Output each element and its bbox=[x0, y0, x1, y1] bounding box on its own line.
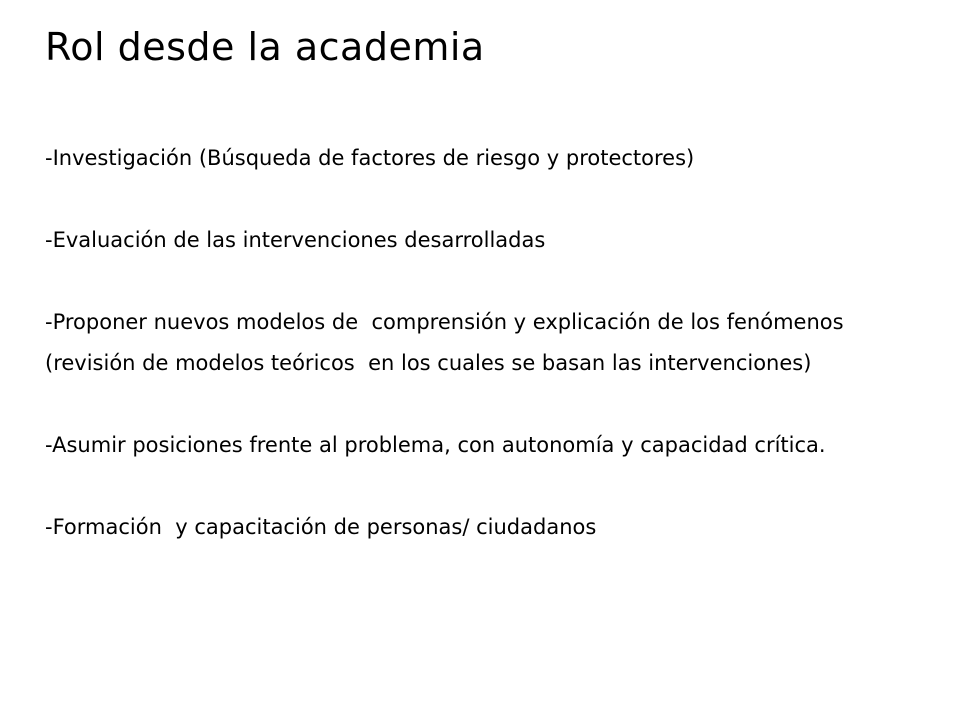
bullet-item-asumir-posiciones: -Asumir posiciones frente al problema, con autonomía y capacidad crítica. bbox=[45, 433, 826, 457]
bullet-item-investigacion: -Investigación (Búsqueda de factores de riesgo y protectores) bbox=[45, 146, 695, 170]
slide-title: Rol desde la academia bbox=[45, 25, 485, 69]
bullet-item-evaluacion: -Evaluación de las intervenciones desarrolladas bbox=[45, 228, 546, 252]
bullet-list bbox=[45, 138, 925, 548]
bullet-item-proponer-modelos: -Proponer nuevos modelos de comprensión y explicación de los fenómenos (revisión de modelos teóricos en los cuales se basan las intervenciones) bbox=[45, 310, 851, 375]
bullet-item-formacion: -Formación y capacitación de personas/ ciudadanos bbox=[45, 515, 597, 539]
